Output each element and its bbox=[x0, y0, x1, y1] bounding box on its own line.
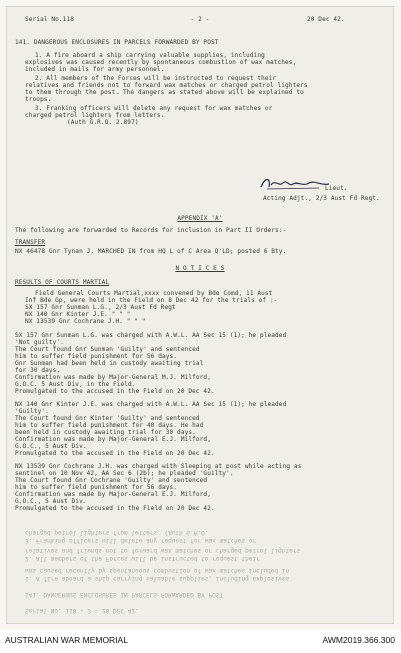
notice-line: NX 13539 Gnr Cochrane J.H. " " " bbox=[25, 318, 146, 325]
page-number: - 2 - bbox=[190, 16, 210, 23]
section-title: 141. DANGEROUS ENCLOSURES IN PARCELS FORWARDED BY POST bbox=[15, 39, 219, 46]
notice-line: Field General Courts Martial,xxxx convened by Bde Comd, 11 Aust bbox=[35, 290, 273, 297]
accession-number: AWM2019.366.300 bbox=[322, 635, 395, 645]
case-line: sentinel on 10 Nov 42, AA Sec 6 (2b); he pleaded 'Guilty'. bbox=[15, 470, 234, 477]
archive-footer bbox=[0, 630, 401, 653]
signature-appointment: Acting Adjt., 2/3 Aust Fd Regt. bbox=[263, 195, 380, 202]
case-line: Promulgated to the accused in the Field on 20 Dec 42. bbox=[15, 388, 215, 395]
case-line: Gnr Sunman had been held in custody awaiting trial bbox=[15, 360, 204, 367]
bleedthrough-line: relatives and friends not to forward wax matches or charged petrol lighters bbox=[25, 547, 301, 554]
case-line: 'Not guilty'. bbox=[15, 339, 64, 346]
paragraph-line: 2. All members of the Forces will be instructed to request their bbox=[35, 75, 277, 82]
notice-line: SX 157 Gnr Sunman L.G., 2/3 Aust Fd Regt bbox=[25, 304, 176, 311]
case-line: NX 13539 Gnr Cochrane J.H. was charged with Sleeping at post while acting as bbox=[15, 463, 302, 470]
signature-rank: Lieut. bbox=[325, 185, 348, 192]
case-line: Confirmation was made by Major-General E.J. Milford, bbox=[15, 436, 211, 443]
paragraph-line: relatives and friends not to forward wax matches or charged petrol lighters bbox=[25, 82, 308, 89]
transfer-heading: TRANSFER bbox=[15, 239, 46, 246]
courts-martial-heading: RESULTS OF COURTS MARTIAL bbox=[15, 279, 110, 286]
case-line: The Court found Gnr Sunman 'Guilty' and sentenced bbox=[15, 346, 200, 353]
bleedthrough-line: 1. A fire aboard a ship carrying valuable supplies, including explosives bbox=[25, 575, 290, 582]
notice-line: NX 140 Gnr Kinter J.E. " " " bbox=[25, 311, 131, 318]
bleedthrough-line: 2. All members of the Forces will be instructed to request their bbox=[25, 555, 260, 562]
archive-name: AUSTRALIAN WAR MEMORIAL bbox=[5, 635, 128, 645]
paragraph-line: included in mails for army personnel. bbox=[25, 66, 165, 73]
case-line: NX 140 Gnr Kinter J.E. was charged with A.W.L. AA Sec 15 (1); he pleaded bbox=[15, 401, 287, 408]
bleedthrough-line: Serial No. 118 - 3 - 20 DEC 42. bbox=[25, 607, 139, 614]
case-line: G.O.C., 5 Aust Div. bbox=[15, 498, 87, 505]
bleedthrough-line: 141. DANGEROUS ENCLOSURES IN PARCELS FORWARDED BY POST bbox=[25, 591, 224, 598]
appendix-title: APPENDIX 'A' bbox=[177, 215, 223, 222]
transfer-entry: NX 46478 Gnr Tynan J. MARCHED IN from HQ L of C Area Q'LD; posted 6 Bty. bbox=[15, 248, 287, 255]
paragraph-line: troops. bbox=[25, 96, 52, 103]
authority-reference: (Auth G.R.O. 2.897) bbox=[67, 119, 139, 126]
case-line: The Court found Gnr Cochrane 'Guilty' and sentenced bbox=[15, 477, 208, 484]
bleedthrough-line: was caused recently by spontaneous combustion of wax matches included in bbox=[25, 567, 290, 574]
case-line: The Court found Gnr Kinter 'Guilty' and sentenced bbox=[15, 415, 200, 422]
case-line: G.O.C., 5 Aust Div. bbox=[15, 443, 87, 450]
case-line: him to suffer field punishment for 40 days. He had bbox=[15, 422, 204, 429]
bleedthrough-line: 3. Franking officers will delete any request for wax matches or bbox=[25, 537, 257, 544]
paragraph-line: 1. A fire aboard a ship carrying valuable supplies, including bbox=[35, 52, 265, 59]
case-line: Promulgated to the accused in the Field on 20 Dec 42. bbox=[15, 505, 215, 512]
case-line: him to suffer field punishment for 56 days. bbox=[15, 353, 178, 360]
paragraph-line: to them through the post. The dangers as stated above will be explained to bbox=[25, 89, 304, 96]
case-line: him to suffer field punishment for 56 days. bbox=[15, 484, 178, 491]
paragraph-line: explosives was caused recently by spontaneous combustion of wax matches, bbox=[25, 59, 297, 66]
case-line: Confirmation was made by Major-General M.J. Milford, bbox=[15, 374, 211, 381]
paragraph-line: charged petrol lighters from letters. bbox=[25, 112, 165, 119]
case-line: Promulgated to the accused in the Field on 20 Dec 42. bbox=[15, 450, 215, 457]
case-line: 'Guilty'. bbox=[15, 408, 49, 415]
paragraph-line: 3. Franking officers will delete any request for wax matches or bbox=[35, 105, 273, 112]
notices-title: N O T I C E S bbox=[175, 265, 225, 272]
document-date: 20 Dec 42. bbox=[307, 16, 345, 23]
case-line: G.O.C. 5 Aust Div, in the Field. bbox=[15, 381, 136, 388]
case-line: been held in custody awaiting trial for 30 days. bbox=[15, 429, 196, 436]
bleedthrough-line: charged petrol lighters from letters. (Auth G.R.O. bbox=[25, 529, 209, 536]
appendix-intro: The following are forwarded to Records for inclusion in Part II Orders:- bbox=[15, 227, 287, 234]
notice-line: Inf Bde Gp, were held in the Field on 8 Dec 42 for the trials of :- bbox=[25, 297, 278, 304]
serial-number: Serial No.118 bbox=[25, 16, 74, 23]
case-line: SX 157 Gnr Sunman L.G. was charged with A.W.L. AA Sec 15 (1); he pleaded bbox=[15, 332, 287, 339]
document-page bbox=[6, 6, 394, 624]
case-line: for 30 days. bbox=[15, 367, 61, 374]
case-line: Confirmation was made by Major-General E.J. Milford, bbox=[15, 491, 211, 498]
